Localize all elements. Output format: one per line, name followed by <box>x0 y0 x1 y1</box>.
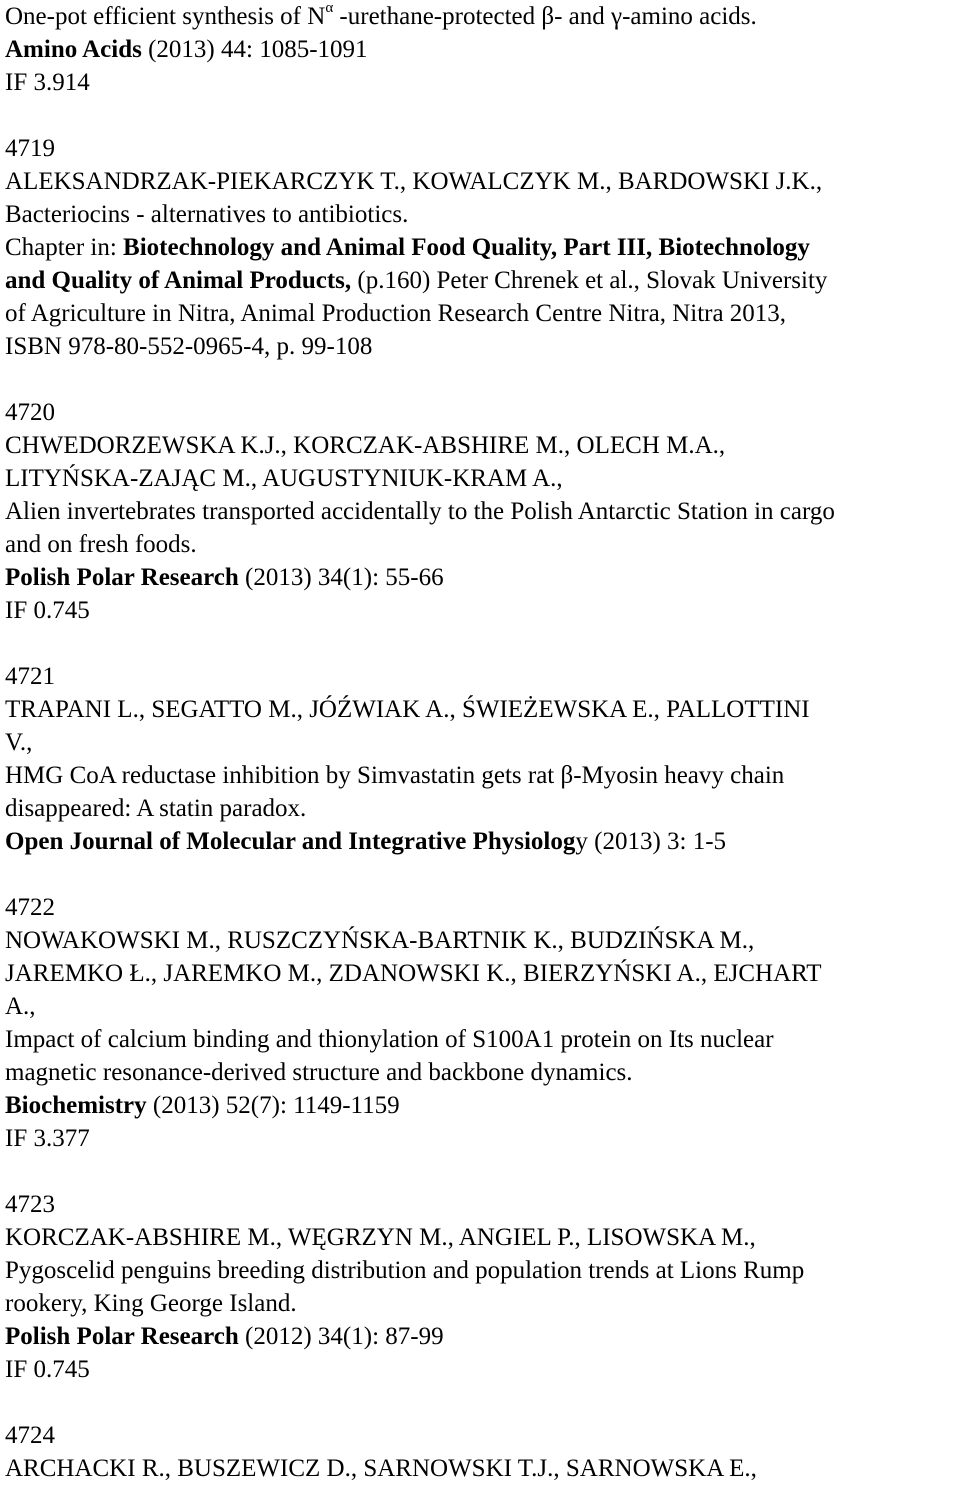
entry-title: Alien invertebrates transported accidentally to the Polish Antarctic Station in cargo <box>5 498 835 525</box>
entry-authors-cont: V., <box>5 729 33 756</box>
journal-name: Open Journal of Molecular and Integrative Physiolog <box>5 828 576 855</box>
entry-authors-cont: JAREMKO Ł., JAREMKO M., ZDANOWSKI K., BIERZYŃSKI A., EJCHART <box>5 960 822 987</box>
entry-title-cont: disappeared: A statin paradox. <box>5 795 307 822</box>
entry-publisher: of Agriculture in Nitra, Animal Production Research Centre Nitra, Nitra 2013, <box>5 300 787 327</box>
journal-name: Polish Polar Research <box>5 564 239 591</box>
entry-citation: Biochemistry (2013) 52(7): 1149-1159 <box>5 1092 400 1119</box>
entry-title-cont: rookery, King George Island. <box>5 1290 297 1317</box>
entry-number: 4722 <box>5 894 55 921</box>
entry-title: HMG CoA reductase inhibition by Simvastatin gets rat β-Myosin heavy chain <box>5 762 785 789</box>
book-title: Biotechnology and Animal Food Quality, Part III, Biotechnology <box>123 234 810 261</box>
entry-4723 <box>5 1188 957 1386</box>
entry-title-cont: magnetic resonance-derived structure and backbone dynamics. <box>5 1059 633 1086</box>
journal-name: Amino Acids <box>5 36 142 63</box>
entry-book-cont: and Quality of Animal Products, (p.160) Peter Chrenek et al., Slovak University <box>5 267 828 294</box>
entry-authors: NOWAKOWSKI M., RUSZCZYŃSKA-BARTNIK K., BUDZIŃSKA M., <box>5 927 755 954</box>
entry-authors-cont: LITYŃSKA-ZAJĄC M., AUGUSTYNIUK-KRAM A., <box>5 465 563 492</box>
entry-number: 4719 <box>5 135 55 162</box>
entry-authors-cont: A., <box>5 993 36 1020</box>
entry-authors: KORCZAK-ABSHIRE M., WĘGRZYN M., ANGIEL P., LISOWSKA M., <box>5 1224 756 1251</box>
entry-title: Bacteriocins - alternatives to antibiotics. <box>5 201 409 228</box>
entry-4724 <box>5 1419 957 1485</box>
entry-authors: CHWEDORZEWSKA K.J., KORCZAK-ABSHIRE M., OLECH M.A., <box>5 432 726 459</box>
entry-number: 4724 <box>5 1422 55 1449</box>
entry-title-cont: and on fresh foods. <box>5 531 197 558</box>
entry-isbn: ISBN 978-80-552-0965-4, p. 99-108 <box>5 333 373 360</box>
impact-factor: IF 3.914 <box>5 69 90 96</box>
entry-authors: ALEKSANDRZAK-PIEKARCZYK T., KOWALCZYK M., BARDOWSKI J.K., <box>5 168 823 195</box>
entry-citation: Amino Acids (2013) 44: 1085-1091 <box>5 36 368 63</box>
entry-title: Pygoscelid penguins breeding distribution and population trends at Lions Rump <box>5 1257 805 1284</box>
entry-title: Impact of calcium binding and thionylation of S100A1 protein on Its nuclear <box>5 1026 774 1053</box>
impact-factor: IF 3.377 <box>5 1125 90 1152</box>
entry-top <box>5 0 957 99</box>
entry-citation: Open Journal of Molecular and Integrative Physiology (2013) 3: 1-5 <box>5 828 727 855</box>
entry-number: 4721 <box>5 663 55 690</box>
entry-4719 <box>5 132 957 363</box>
entry-4720 <box>5 396 957 627</box>
impact-factor: IF 0.745 <box>5 1356 90 1383</box>
publication-list <box>5 0 957 1485</box>
entry-authors: TRAPANI L., SEGATTO M., JÓŹWIAK A., ŚWIEŻEWSKA E., PALLOTTINI <box>5 696 810 723</box>
entry-book: Chapter in: Biotechnology and Animal Food Quality, Part III, Biotechnology <box>5 234 810 261</box>
journal-name: Biochemistry <box>5 1092 147 1119</box>
entry-number: 4720 <box>5 399 55 426</box>
entry-citation: Polish Polar Research (2013) 34(1): 55-66 <box>5 564 444 591</box>
entry-4721 <box>5 660 957 858</box>
entry-number: 4723 <box>5 1191 55 1218</box>
entry-title: One-pot efficient synthesis of $N^\alpha$ -urethane-protected β- and γ-amino acids. <box>5 0 757 30</box>
entry-authors: ARCHACKI R., BUSZEWICZ D., SARNOWSKI T.J., SARNOWSKA E., <box>5 1455 757 1482</box>
impact-factor: IF 0.745 <box>5 597 90 624</box>
entry-citation: Polish Polar Research (2012) 34(1): 87-99 <box>5 1323 444 1350</box>
journal-name: Polish Polar Research <box>5 1323 239 1350</box>
entry-4722 <box>5 891 957 1155</box>
